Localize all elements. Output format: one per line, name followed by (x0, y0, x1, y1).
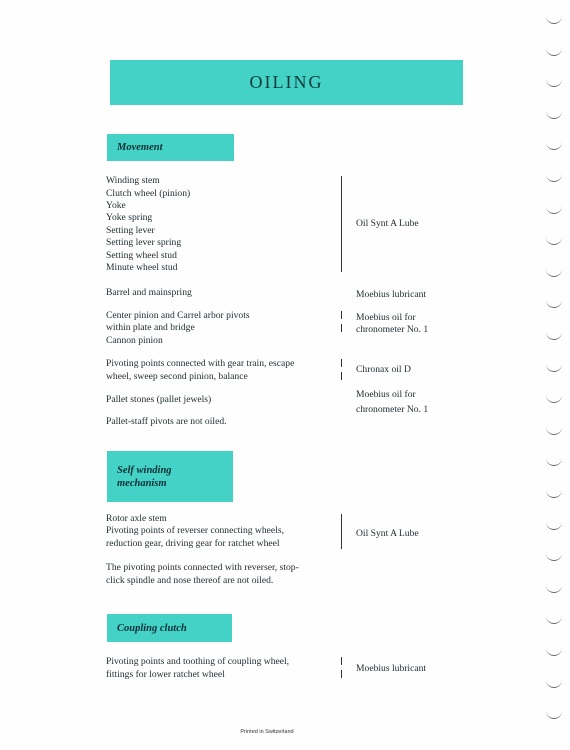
list-item: Pivoting points connected with gear train, escape (106, 358, 295, 369)
oil-type: Oil Synt A Lube (356, 528, 419, 539)
section-heading-label: Self winding (117, 464, 172, 476)
binder-hole (546, 14, 562, 24)
bracket-line (341, 670, 342, 678)
binder-hole (546, 140, 562, 150)
list-item: Setting wheel stud (106, 250, 177, 261)
bracket-line (341, 311, 342, 319)
oil-type: Chronax oil D (356, 364, 411, 375)
section-heading-movement (107, 134, 234, 161)
binder-hole (546, 204, 562, 214)
list-item: Yoke (106, 200, 126, 211)
oil-type: Oil Synt A Lube (356, 218, 419, 229)
list-item: Minute wheel stud (106, 262, 178, 273)
note-text: The pivoting points connected with reverser, stop- (106, 562, 299, 573)
binder-hole (546, 298, 562, 308)
bracket-line (341, 324, 342, 332)
binder-hole (546, 709, 562, 719)
list-item: wheel, sweep second pinion, balance (106, 371, 248, 382)
bracket-line (341, 372, 342, 380)
list-item: Cannon pinion (106, 335, 163, 346)
list-item: Center pinion and Carrel arbor pivots (106, 310, 250, 321)
binder-hole (546, 267, 562, 277)
oil-type: Moebius oil for (356, 389, 416, 400)
oil-type: chronometer No. 1 (356, 324, 429, 335)
list-item: Barrel and mainspring (106, 287, 192, 298)
binder-hole (546, 678, 562, 688)
list-item: Setting lever spring (106, 237, 182, 248)
oil-type: chronometer No. 1 (356, 404, 429, 415)
note-text: click spindle and nose thereof are not oiled. (106, 575, 274, 586)
oil-type: Moebius lubricant (356, 663, 427, 674)
bracket-line (341, 657, 342, 665)
binder-hole (546, 46, 562, 56)
binder-hole (546, 551, 562, 561)
binder-hole (546, 362, 562, 372)
bracket-line (341, 514, 342, 549)
list-item: within plate and bridge (106, 322, 195, 333)
binder-hole (546, 425, 562, 435)
section-heading-label: Coupling clutch (117, 622, 187, 634)
binder-hole (546, 583, 562, 593)
list-item: Pivoting points of reverser connecting wheels, (106, 525, 284, 536)
list-item: Winding stem (106, 175, 160, 186)
binder-hole (546, 614, 562, 624)
binder-hole (546, 488, 562, 498)
list-item: fittings for lower ratchet wheel (106, 669, 225, 680)
page-title: OILING (249, 72, 324, 92)
list-item: Rotor axle stem (106, 513, 167, 524)
bracket-line (341, 359, 342, 367)
section-heading-label: Movement (117, 142, 163, 153)
section-heading-self-winding (107, 451, 233, 502)
binder-hole (546, 393, 562, 403)
binder-hole (546, 109, 562, 119)
binder-hole (546, 77, 562, 87)
binder-hole (546, 646, 562, 656)
footer-text: Printed in Switzerland (240, 729, 294, 735)
section-heading-label: mechanism (117, 477, 167, 489)
binder-hole (546, 235, 562, 245)
list-item: Clutch wheel (pinion) (106, 188, 191, 199)
oil-type: Moebius lubricant (356, 289, 427, 300)
note-text: Pallet-staff pivots are not oiled. (106, 416, 227, 427)
section-heading-coupling-clutch (107, 614, 232, 642)
list-item: reduction gear, driving gear for ratchet wheel (106, 538, 280, 549)
binder-hole (546, 172, 562, 182)
list-item: Pallet stones (pallet jewels) (106, 394, 212, 405)
bracket-line (341, 176, 342, 272)
binder-holes (538, 8, 562, 748)
list-item: Yoke spring (106, 212, 153, 223)
binder-hole (546, 456, 562, 466)
binder-hole (546, 330, 562, 340)
page-title-bar (110, 60, 463, 105)
list-item: Pivoting points and toothing of coupling wheel, (106, 656, 290, 667)
list-item: Setting lever (106, 225, 155, 236)
oil-type: Moebius oil for (356, 312, 416, 323)
binder-hole (546, 520, 562, 530)
